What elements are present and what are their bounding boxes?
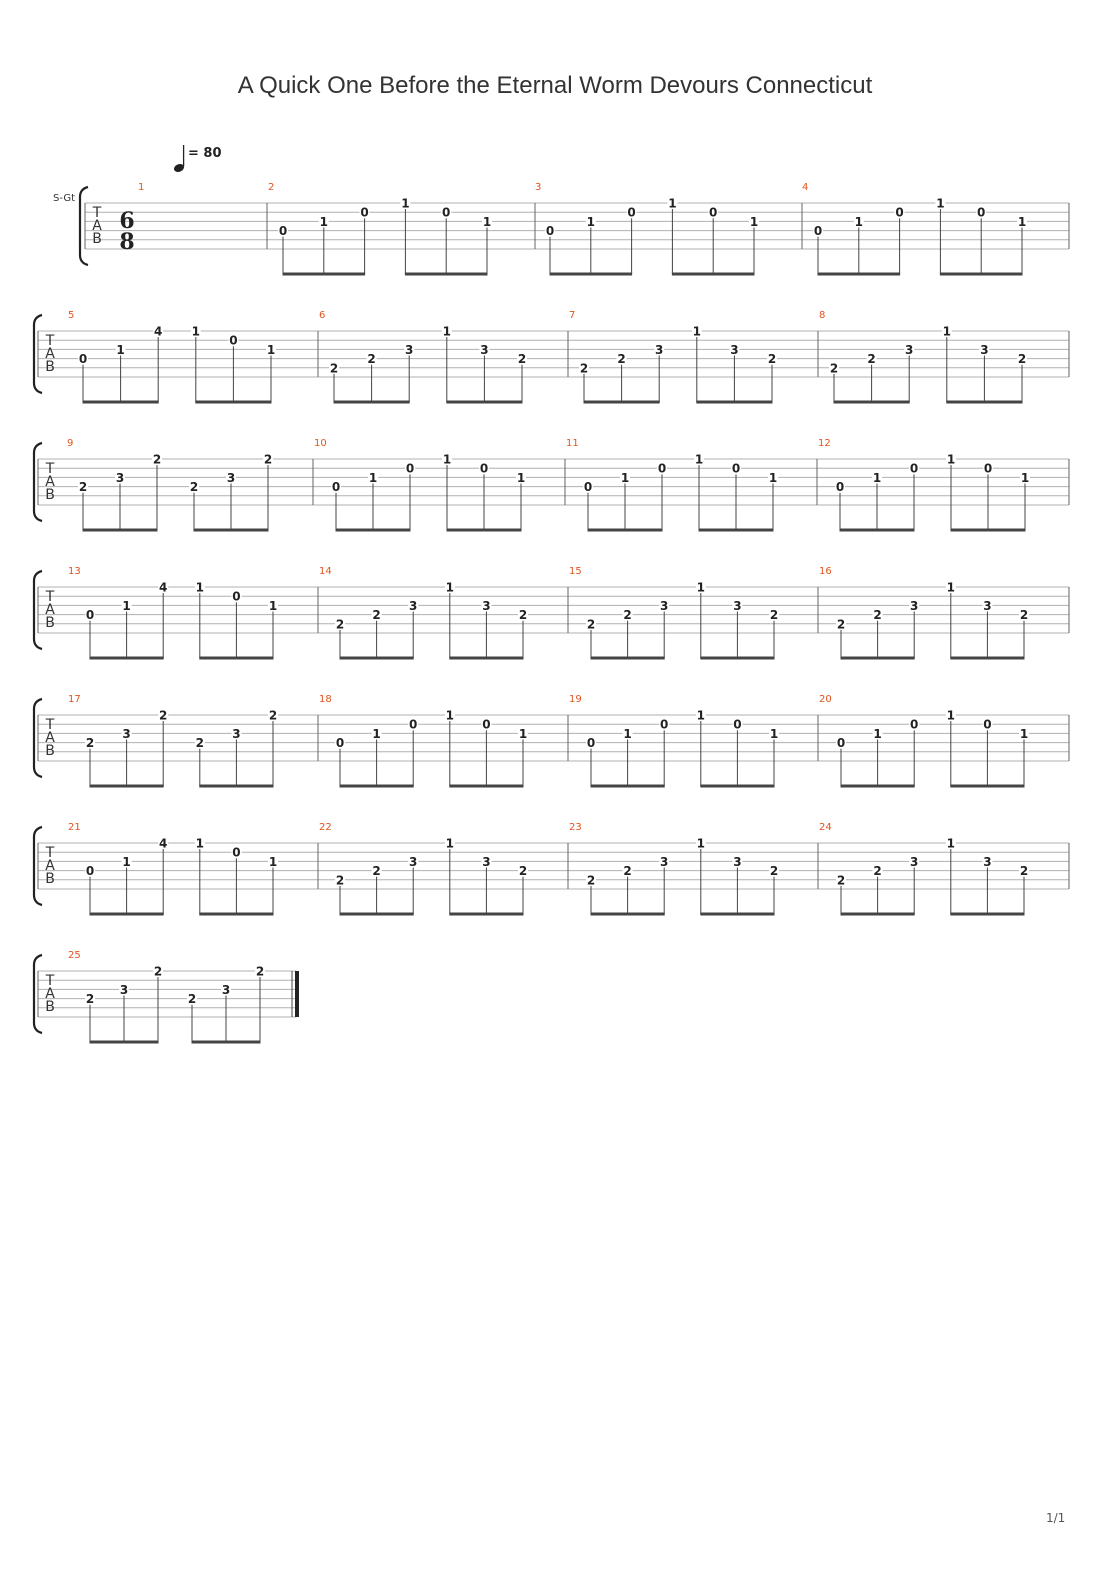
- measure-number: 19: [569, 694, 582, 705]
- measure-number: 1: [138, 182, 145, 193]
- tab-clef-t: T: [92, 205, 102, 221]
- fret-number: 3: [980, 342, 989, 357]
- fret-number: 2: [263, 452, 273, 467]
- measure-number: 7: [569, 310, 576, 321]
- fret-number: 2: [579, 361, 589, 376]
- fret-number: 2: [1019, 864, 1029, 879]
- fret-number: 1: [586, 214, 595, 229]
- fret-number: 1: [442, 452, 452, 467]
- measure-number: 17: [68, 694, 81, 705]
- fret-number: 1: [195, 836, 204, 851]
- measure-number: 25: [68, 950, 81, 961]
- fret-number: 2: [189, 480, 199, 495]
- fret-number: 1: [372, 726, 381, 741]
- fret-number: 2: [187, 992, 197, 1007]
- fret-number: 2: [518, 608, 528, 623]
- fret-number: 1: [749, 214, 759, 229]
- tab-clef-b: B: [45, 999, 55, 1015]
- fret-number: 1: [518, 726, 528, 741]
- fret-number: 2: [255, 964, 265, 979]
- fret-number: 1: [191, 324, 200, 339]
- fret-number: 3: [119, 982, 129, 997]
- fret-number: 1: [668, 196, 677, 211]
- fret-number: 0: [232, 845, 241, 860]
- fret-number: 2: [517, 352, 527, 367]
- tab-clef-a: A: [92, 218, 102, 234]
- fret-number: 0: [709, 205, 718, 220]
- fret-number: 1: [872, 470, 882, 485]
- tab-clef-a: A: [45, 730, 55, 746]
- fret-number: 2: [195, 736, 204, 751]
- fret-number: 0: [983, 461, 993, 476]
- fret-number: 3: [122, 726, 131, 741]
- fret-number: 2: [268, 708, 278, 723]
- fret-number: 1: [122, 598, 131, 613]
- fret-number: 1: [946, 580, 955, 595]
- tempo-label: = 80: [188, 146, 222, 161]
- fret-number: 1: [696, 708, 705, 723]
- instrument-name: S-Gt: [53, 193, 75, 204]
- fret-number: 0: [835, 480, 845, 495]
- fret-number: 3: [733, 598, 742, 613]
- fret-number: 2: [372, 864, 381, 879]
- fret-number: 0: [977, 205, 986, 220]
- fret-number: 3: [115, 470, 125, 485]
- fret-number: 2: [1019, 608, 1029, 623]
- fret-number: 0: [545, 224, 555, 239]
- fret-number: 2: [335, 873, 345, 888]
- fret-number: 2: [623, 608, 632, 623]
- fret-number: 1: [116, 342, 125, 357]
- fret-number: 4: [154, 324, 163, 339]
- fret-number: 0: [660, 717, 669, 732]
- tab-clef-b: B: [45, 871, 55, 887]
- fret-number: 3: [409, 854, 418, 869]
- tab-clef-t: T: [45, 589, 55, 605]
- fret-number: 1: [936, 196, 945, 211]
- fret-number: 1: [946, 708, 955, 723]
- fret-number: 1: [266, 342, 276, 357]
- fret-number: 0: [895, 205, 904, 220]
- fret-number: 0: [910, 717, 919, 732]
- fret-number: 1: [401, 196, 410, 211]
- measure-number: 22: [319, 822, 332, 833]
- tab-clef-t: T: [45, 845, 55, 861]
- fret-number: 0: [627, 205, 636, 220]
- fret-number: 1: [445, 708, 454, 723]
- tab-clef-a: A: [45, 346, 55, 362]
- tab-clef-a: A: [45, 858, 55, 874]
- tab-clef-t: T: [45, 333, 55, 349]
- fret-number: 4: [159, 836, 168, 851]
- fret-number: 1: [623, 726, 632, 741]
- fret-number: 3: [482, 854, 491, 869]
- time-signature-numerator: 6: [119, 208, 135, 234]
- fret-number: 2: [867, 352, 876, 367]
- fret-number: 1: [854, 214, 863, 229]
- fret-number: 1: [319, 214, 328, 229]
- fret-number: 2: [873, 864, 882, 879]
- fret-number: 1: [268, 598, 278, 613]
- fret-number: 0: [78, 352, 88, 367]
- fret-number: 3: [409, 598, 418, 613]
- tab-clef-a: A: [45, 474, 55, 490]
- fret-number: 2: [78, 480, 88, 495]
- tab-clef-b: B: [45, 487, 55, 503]
- measure-number: 12: [818, 438, 831, 449]
- fret-number: 2: [586, 873, 596, 888]
- fret-number: 1: [1019, 726, 1029, 741]
- fret-number: 0: [733, 717, 742, 732]
- fret-number: 2: [85, 736, 95, 751]
- fret-number: 2: [152, 452, 162, 467]
- fret-number: 1: [482, 214, 492, 229]
- measure-number: 16: [819, 566, 832, 577]
- measure-number: 9: [67, 438, 74, 449]
- fret-number: 0: [331, 480, 341, 495]
- fret-number: 1: [692, 324, 701, 339]
- fret-number: 0: [232, 589, 241, 604]
- fret-number: 2: [1017, 352, 1027, 367]
- measure-number: 5: [68, 310, 75, 321]
- fret-number: 1: [769, 726, 779, 741]
- fret-number: 3: [232, 726, 241, 741]
- fret-number: 0: [813, 224, 823, 239]
- fret-number: 3: [910, 598, 919, 613]
- fret-number: 3: [480, 342, 489, 357]
- fret-number: 3: [405, 342, 414, 357]
- fret-number: 1: [942, 324, 951, 339]
- fret-number: 0: [85, 864, 95, 879]
- fret-number: 1: [768, 470, 778, 485]
- fret-number: 1: [368, 470, 378, 485]
- fret-number: 0: [229, 333, 238, 348]
- fret-number: 0: [278, 224, 288, 239]
- fret-number: 2: [829, 361, 839, 376]
- system-bracket: [80, 187, 88, 265]
- fret-number: 0: [360, 205, 369, 220]
- fret-number: 3: [730, 342, 739, 357]
- fret-number: 1: [1017, 214, 1027, 229]
- fret-number: 2: [367, 352, 376, 367]
- measure-number: 8: [819, 310, 826, 321]
- fret-number: 0: [479, 461, 489, 476]
- fret-number: 2: [372, 608, 381, 623]
- fret-number: 2: [617, 352, 626, 367]
- fret-number: 2: [873, 608, 882, 623]
- fret-number: 1: [445, 580, 454, 595]
- tab-clef-a: A: [45, 602, 55, 618]
- page-number: 1/1: [1046, 1511, 1066, 1525]
- fret-number: 1: [696, 836, 705, 851]
- tab-clef-b: B: [45, 359, 55, 375]
- fret-number: 3: [905, 342, 914, 357]
- fret-number: 1: [946, 836, 955, 851]
- fret-number: 0: [731, 461, 741, 476]
- measure-number: 21: [68, 822, 81, 833]
- tab-clef-b: B: [45, 615, 55, 631]
- fret-number: 2: [836, 617, 846, 632]
- fret-number: 0: [586, 736, 596, 751]
- measure-number: 24: [819, 822, 832, 833]
- measure-number: 10: [314, 438, 327, 449]
- fret-number: 0: [836, 736, 846, 751]
- fret-number: 3: [655, 342, 664, 357]
- fret-number: 1: [122, 854, 131, 869]
- fret-number: 0: [583, 480, 593, 495]
- fret-number: 1: [946, 452, 956, 467]
- fret-number: 1: [694, 452, 704, 467]
- fret-number: 0: [909, 461, 919, 476]
- fret-number: 3: [660, 598, 669, 613]
- final-barline-thick: [295, 971, 299, 1017]
- fret-number: 0: [409, 717, 418, 732]
- fret-number: 3: [910, 854, 919, 869]
- fret-number: 2: [586, 617, 596, 632]
- measure-number: 2: [268, 182, 275, 193]
- fret-number: 0: [335, 736, 345, 751]
- fret-number: 3: [983, 598, 992, 613]
- fret-number: 2: [85, 992, 95, 1007]
- fret-number: 0: [657, 461, 667, 476]
- fret-number: 2: [329, 361, 339, 376]
- fret-number: 1: [696, 580, 705, 595]
- fret-number: 3: [733, 854, 742, 869]
- tab-clef-t: T: [45, 461, 55, 477]
- fret-number: 0: [442, 205, 451, 220]
- fret-number: 2: [159, 708, 168, 723]
- measure-number: 3: [535, 182, 542, 193]
- fret-number: 1: [620, 470, 630, 485]
- measure-number: 4: [802, 182, 809, 193]
- fret-number: 3: [482, 598, 491, 613]
- fret-number: 3: [660, 854, 669, 869]
- fret-number: 0: [85, 608, 95, 623]
- fret-number: 3: [983, 854, 992, 869]
- tab-clef-t: T: [45, 973, 55, 989]
- fret-number: 0: [482, 717, 491, 732]
- measure-number: 23: [569, 822, 582, 833]
- measure-number: 18: [319, 694, 332, 705]
- tab-clef-t: T: [45, 717, 55, 733]
- fret-number: 2: [767, 352, 777, 367]
- tab-clef-a: A: [45, 986, 55, 1002]
- fret-number: 2: [836, 873, 846, 888]
- fret-number: 1: [445, 836, 454, 851]
- measure-number: 15: [569, 566, 582, 577]
- fret-number: 2: [335, 617, 345, 632]
- fret-number: 1: [195, 580, 204, 595]
- fret-number: 1: [1020, 470, 1030, 485]
- fret-number: 4: [159, 580, 168, 595]
- fret-number: 0: [983, 717, 992, 732]
- measure-number: 20: [819, 694, 832, 705]
- tab-clef-b: B: [45, 743, 55, 759]
- fret-number: 1: [442, 324, 451, 339]
- song-title: A Quick One Before the Eternal Worm Devours Connecticut: [237, 72, 873, 99]
- fret-number: 2: [518, 864, 528, 879]
- time-signature-denominator: 8: [119, 229, 135, 255]
- fret-number: 2: [623, 864, 632, 879]
- measure-number: 11: [566, 438, 579, 449]
- fret-number: 1: [516, 470, 526, 485]
- fret-number: 2: [153, 964, 163, 979]
- fret-number: 2: [769, 864, 779, 879]
- fret-number: 2: [769, 608, 779, 623]
- fret-number: 3: [221, 982, 231, 997]
- fret-number: 0: [405, 461, 415, 476]
- fret-number: 1: [873, 726, 882, 741]
- tab-clef-b: B: [92, 231, 102, 247]
- measure-number: 13: [68, 566, 81, 577]
- measure-number: 6: [319, 310, 326, 321]
- fret-number: 1: [268, 854, 278, 869]
- measure-number: 14: [319, 566, 332, 577]
- fret-number: 3: [226, 470, 236, 485]
